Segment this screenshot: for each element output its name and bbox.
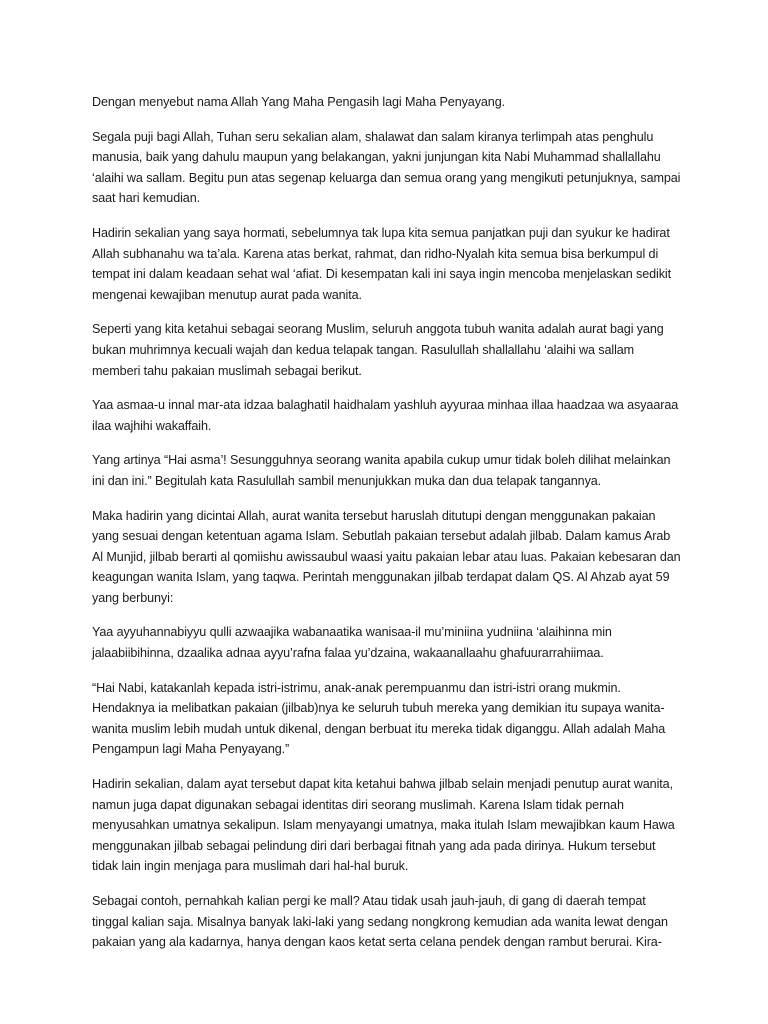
paragraph-opening: Dengan menyebut nama Allah Yang Maha Pengasih lagi Maha Penyayang.: [92, 95, 506, 109]
paragraph-jilbab: Maka hadirin yang dicintai Allah, aurat wanita tersebut haruslah ditutupi dengan menggunakan pakaian yang sesuai dengan ketentuan agama Islam. Sebutlah pakaian tersebut adalah jilbab. Dalam kamus Arab Al Munjid, jilbab berarti al qomiishu awissaubul waasi yaitu pakaian lebar atau luas. Pakaian kebesaran dan keagungan wanita Islam, yang taqwa. Perintah menggunakan jilbab terdapat dalam QS. Al Ahzab ayat 59 yang berbunyi:: [92, 508, 681, 605]
paragraph-hadith-meaning: Yang artinya “Hai asma’! Sesungguhnya seorang wanita apabila cukup umur tidak boleh dilihat melainkan ini dan ini.” Begitulah kata Rasulullah sambil menunjukkan muka dan dua telapak tangannya.: [92, 453, 671, 488]
paragraph-greeting: Hadirin sekalian yang saya hormati, sebelumnya tak lupa kita semua panjatkan puji dan syukur ke hadirat Allah subhanahu wa ta’ala. Karena atas berkat, rahmat, dan ridho-Nyalah kita semua bisa berkumpul di tempat ini dalam keadaan sehat wal ‘afiat. Di kesempatan kali ini saya ingin mencoba menjelaskan sedikit mengenai kewajiban menutup aurat pada wanita.: [92, 225, 672, 302]
paragraph-verse-meaning: “Hai Nabi, katakanlah kepada istri-istrimu, anak-anak perempuanmu dan istri-istri orang mukmin. Hendaknya ia melibatkan pakaian (jilbab)nya ke seluruh tubuh mereka yang demikian itu supaya wanita-wanita muslim lebih mudah untuk dikenal, dengan berbuat itu mereka tidak diganggu. Allah adalah Maha Pengampun lagi Maha Penyayang.”: [92, 680, 666, 757]
paragraph-identity: Hadirin sekalian, dalam ayat tersebut dapat kita ketahui bahwa jilbab selain menjadi penutup aurat wanita, namun juga dapat digunakan sebagai identitas diri seorang muslimah. Karena Islam tidak pernah menyusahkan umatnya sekalipun. Islam menyayangi umatnya, maka itulah Islam mewajibkan kaum Hawa menggunakan jilbab sebagai pelindung diri dari berbagai fitnah yang ada pada dirinya. Hukum tersebut tidak lain ingin menjaga para muslimah dari hal-hal buruk.: [92, 777, 675, 874]
paragraph-praise: Segala puji bagi Allah, Tuhan seru sekalian alam, shalawat dan salam kiranya terlimpah atas penghulu manusia, baik yang dahulu maupun yang belakangan, yakni junjungan kita Nabi Muhammad shallallahu ‘alaihi wa sallam. Begitu pun atas segenap keluarga dan semua orang yang mengikuti petunjuknya, sampai saat hari kemudian.: [92, 129, 681, 206]
document-page: [92, 92, 682, 967]
paragraph-aurat: Seperti yang kita ketahui sebagai seorang Muslim, seluruh anggota tubuh wanita adalah aurat bagi yang bukan muhrimnya kecuali wajah dan kedua telapak tangan. Rasulullah shallallahu ‘alaihi wa sallam memberi tahu pakaian muslimah sebagai berikut.: [92, 322, 664, 378]
paragraph-hadith-arabic: Yaa asmaa-u innal mar-ata idzaa balaghatil haidhalam yashluh ayyuraa minhaa illaa haadzaa wa asyaaraa ilaa wajhihi wakaffaih.: [92, 398, 679, 433]
paragraph-example: Sebagai contoh, pernahkah kalian pergi ke mall? Atau tidak usah jauh-jauh, di gang di daerah tempat tinggal kalian saja. Misalnya banyak laki-laki yang sedang nongkrong kemudian ada wanita lewat dengan pakaian yang ala kadarnya, hanya dengan kaos ketat serta celana pendek dengan rambut berurai. Kira-: [92, 894, 668, 950]
paragraph-verse-arabic: Yaa ayyuhannabiyyu qulli azwaajika wabanaatika wanisaa-il mu’miniina yudniina ‘alaihinna min jalaabiibihinna, dzaalika adnaa ayyu’rafna falaa yu’dzaina, wakaanallaahu ghafuurarrahiimaa.: [92, 625, 612, 661]
